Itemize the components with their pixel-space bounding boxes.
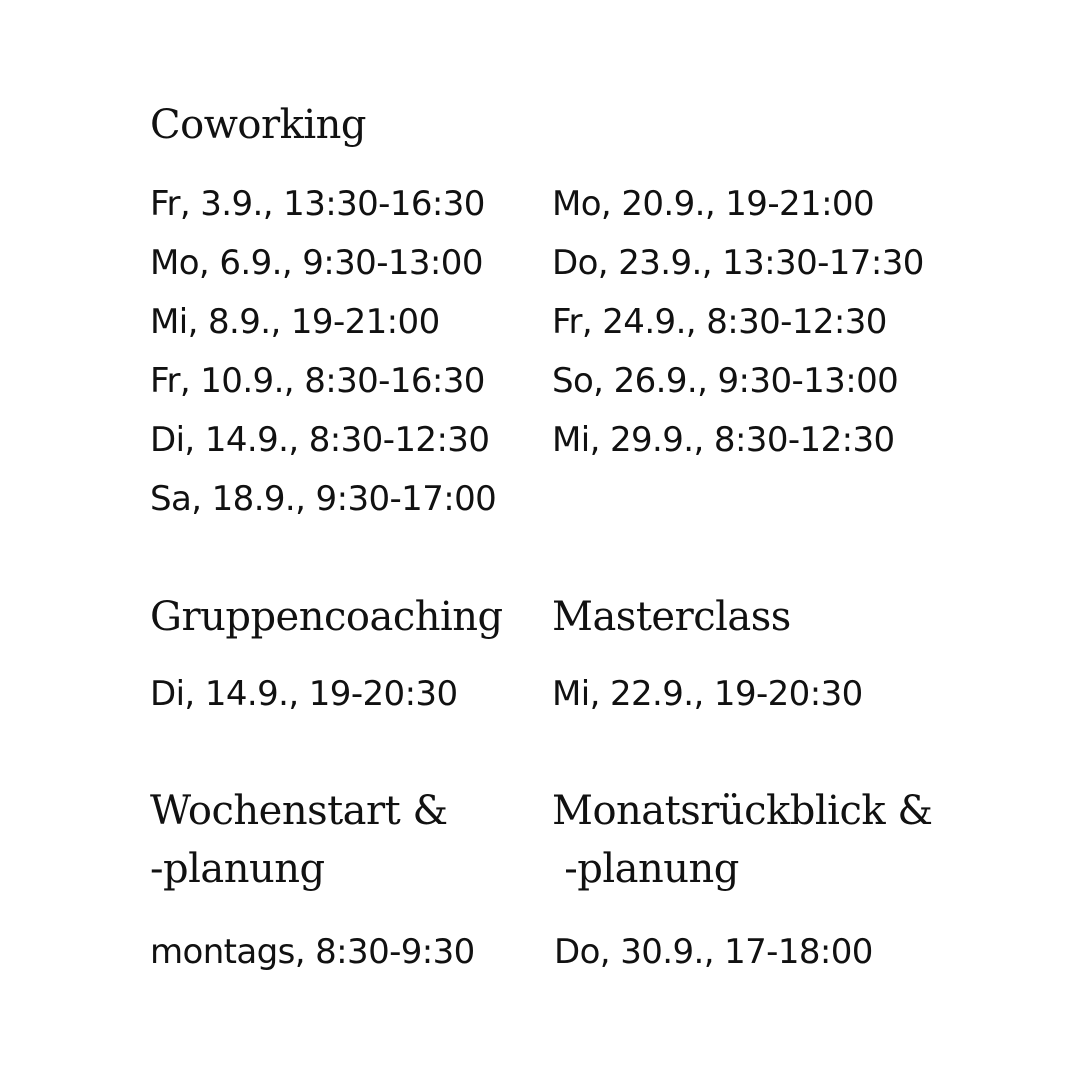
coworking-date: Fr, 10.9., 8:30-16:30 [150, 361, 485, 401]
masterclass-date: Mi, 22.9., 19-20:30 [552, 674, 863, 714]
coworking-date: Fr, 24.9., 8:30-12:30 [552, 302, 887, 342]
wochenstart-heading-line1: Wochenstart & [150, 788, 448, 834]
coworking-date: Mo, 6.9., 9:30-13:00 [150, 243, 483, 283]
coworking-date: Mi, 29.9., 8:30-12:30 [552, 420, 895, 460]
coworking-date: Mo, 20.9., 19-21:00 [552, 184, 874, 224]
coworking-date: Di, 14.9., 8:30-12:30 [150, 420, 490, 460]
wochenstart-date: montags, 8:30-9:30 [150, 932, 475, 972]
coworking-date: Mi, 8.9., 19-21:00 [150, 302, 440, 342]
monatsrueckblick-date: Do, 30.9., 17-18:00 [554, 932, 873, 972]
coworking-date: Fr, 3.9., 13:30-16:30 [150, 184, 485, 224]
coworking-date: Do, 23.9., 13:30-17:30 [552, 243, 924, 283]
monatsrueckblick-heading-line2: -planung [552, 846, 739, 892]
gruppencoaching-date: Di, 14.9., 19-20:30 [150, 674, 458, 714]
gruppencoaching-heading: Gruppencoaching [150, 594, 503, 640]
coworking-heading: Coworking [150, 102, 367, 148]
wochenstart-heading-line2: -planung [150, 846, 325, 892]
coworking-list-right [552, 175, 924, 470]
masterclass-heading: Masterclass [552, 594, 791, 640]
coworking-date: Sa, 18.9., 9:30-17:00 [150, 479, 497, 519]
monatsrueckblick-heading-line1: Monatsrückblick & [552, 788, 933, 834]
coworking-date: So, 26.9., 9:30-13:00 [552, 361, 899, 401]
coworking-list-left [150, 175, 496, 529]
